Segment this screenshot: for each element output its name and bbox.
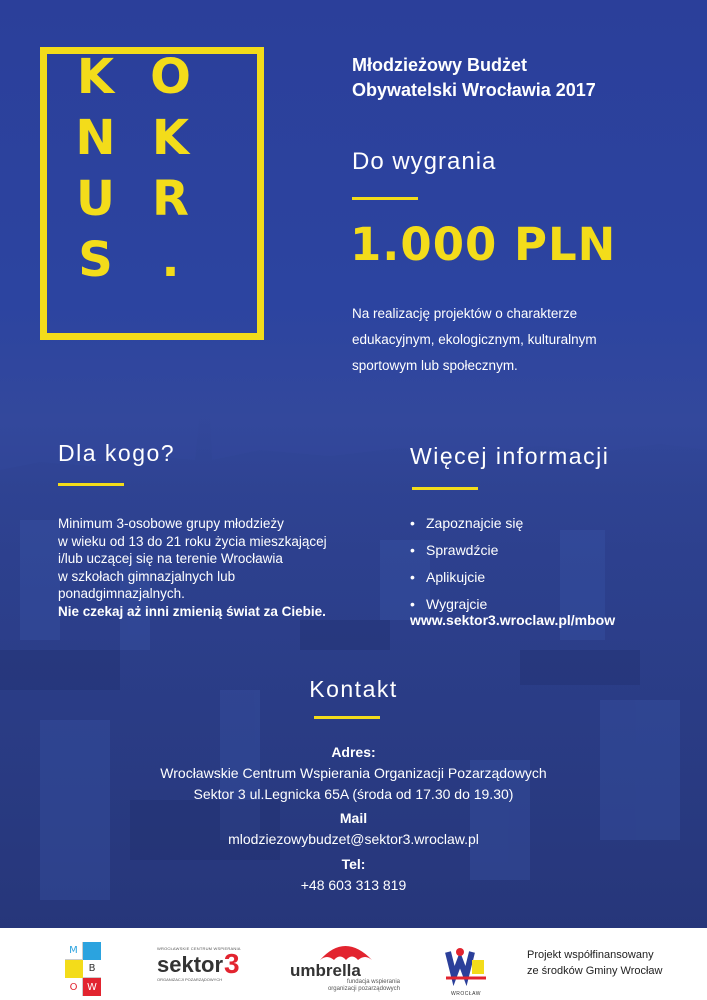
- sektor3-logo: [157, 946, 257, 988]
- konkurs-row: [58, 169, 228, 230]
- title-line-1: Młodzieżowy Budżet: [352, 55, 527, 75]
- mail-label: Mail: [339, 810, 368, 826]
- purpose-line: sportowym lub społecznym.: [352, 358, 518, 373]
- konkurs-letter: N: [75, 110, 116, 166]
- who-line: ponadgimnazjalnych.: [58, 586, 185, 601]
- info-heading: Więcej informacji: [410, 443, 610, 469]
- who-line: i/lub uczącej się na terenie Wrocławia: [58, 551, 283, 566]
- website-link[interactable]: www.sektor3.wroclaw.pl/mbow: [410, 612, 616, 628]
- purpose-text: [352, 301, 672, 379]
- list-item: • Sprawdźcie: [410, 540, 690, 567]
- who-divider: [58, 483, 124, 486]
- sektor-small-top: WROCŁAWSKIE CENTRUM WSPIERANIA: [157, 946, 241, 951]
- wroclaw-word: WROCŁAW: [451, 991, 481, 997]
- konkurs-letter: U: [76, 171, 115, 227]
- bullet-icon: •: [410, 515, 415, 531]
- funding-line-1: Projekt współfinansowany: [527, 949, 654, 961]
- funding-note: [527, 947, 663, 979]
- mail-link[interactable]: mlodziezowybudzet@sektor3.wroclaw.pl: [228, 831, 479, 847]
- konkurs-title: [58, 47, 228, 291]
- list-item: • Wygrajcie: [410, 594, 690, 621]
- tel-value[interactable]: +48 603 313 819: [300, 877, 407, 893]
- prize-label: Do wygrania: [352, 148, 497, 175]
- who-line: Minimum 3-osobowe grupy młodzieży: [58, 516, 284, 531]
- who-heading: Dla kogo?: [58, 440, 176, 466]
- konkurs-letter: R: [152, 171, 189, 227]
- konkurs-row: [58, 47, 228, 108]
- konkurs-letter: O: [150, 49, 191, 105]
- prize-divider: [352, 197, 418, 200]
- mbow-cell: [83, 942, 101, 960]
- umbrella-sub-2: organizacji pozarządowych: [327, 986, 400, 992]
- who-line: w wieku od 13 do 21 roku życia mieszkającej: [58, 533, 327, 549]
- mbow-cell: [65, 960, 83, 978]
- poster-title: [352, 53, 596, 103]
- mbow-letter: W: [83, 978, 101, 996]
- mbow-letter: M: [65, 942, 83, 960]
- address-line-1: Wrocławskie Centrum Wspierania Organizacji Pozarządowych: [160, 765, 547, 781]
- umbrella-icon: [290, 938, 400, 962]
- address-line-2: Sektor 3 ul.Legnicka 65A (środa od 17.30 do 19.30): [193, 786, 514, 802]
- info-steps-list: [410, 513, 690, 621]
- purpose-line: edukacyjnym, ekologicznym, kulturalnym: [352, 332, 597, 347]
- sektor-word: sektor: [157, 952, 224, 977]
- info-divider: [412, 487, 478, 490]
- title-line-2: Obywatelski Wrocławia 2017: [352, 80, 596, 100]
- mbow-logo: [65, 942, 101, 996]
- bullet-icon: •: [410, 596, 415, 612]
- who-emphasis: Nie czekaj aż inni zmienią świat za Ciebie.: [58, 603, 326, 619]
- contact-heading: Kontakt: [309, 676, 398, 702]
- mbow-letter: O: [65, 978, 83, 996]
- konkurs-letter: .: [161, 232, 180, 288]
- mbow-letter: B: [83, 960, 101, 978]
- tel-label: Tel:: [341, 856, 366, 872]
- sponsor-footer: [0, 928, 707, 1000]
- konkurs-letter: K: [76, 49, 115, 105]
- umbrella-logo: [290, 938, 400, 994]
- konkurs-row: [58, 230, 228, 291]
- bullet-icon: •: [410, 569, 415, 585]
- sektor-number: 3: [224, 948, 240, 979]
- umbrella-sub-1: fundacja wspierania: [346, 979, 400, 985]
- konkurs-row: [58, 108, 228, 169]
- sektor-small-bottom: ORGANIZACJI POZARZĄDOWYCH: [157, 977, 223, 982]
- who-description: [58, 515, 378, 620]
- list-item: • Aplikujcie: [410, 567, 690, 594]
- address-label: Adres:: [331, 744, 376, 760]
- purpose-line: Na realizację projektów o charakterze: [352, 306, 578, 321]
- funding-line-2: ze środków Gminy Wrocław: [527, 965, 663, 977]
- wroclaw-mark-icon: [444, 942, 488, 986]
- bullet-icon: •: [410, 542, 415, 558]
- wroclaw-logo: [444, 942, 488, 998]
- konkurs-letter: K: [151, 110, 190, 166]
- contact-divider: [314, 716, 380, 719]
- list-item: • Zapoznajcie się: [410, 513, 690, 540]
- who-line: w szkołach gimnazjalnych lub: [58, 568, 236, 584]
- konkurs-letter: S: [78, 232, 113, 288]
- prize-amount: 1.000 PLN: [350, 218, 617, 271]
- umbrella-word: umbrella: [290, 961, 361, 980]
